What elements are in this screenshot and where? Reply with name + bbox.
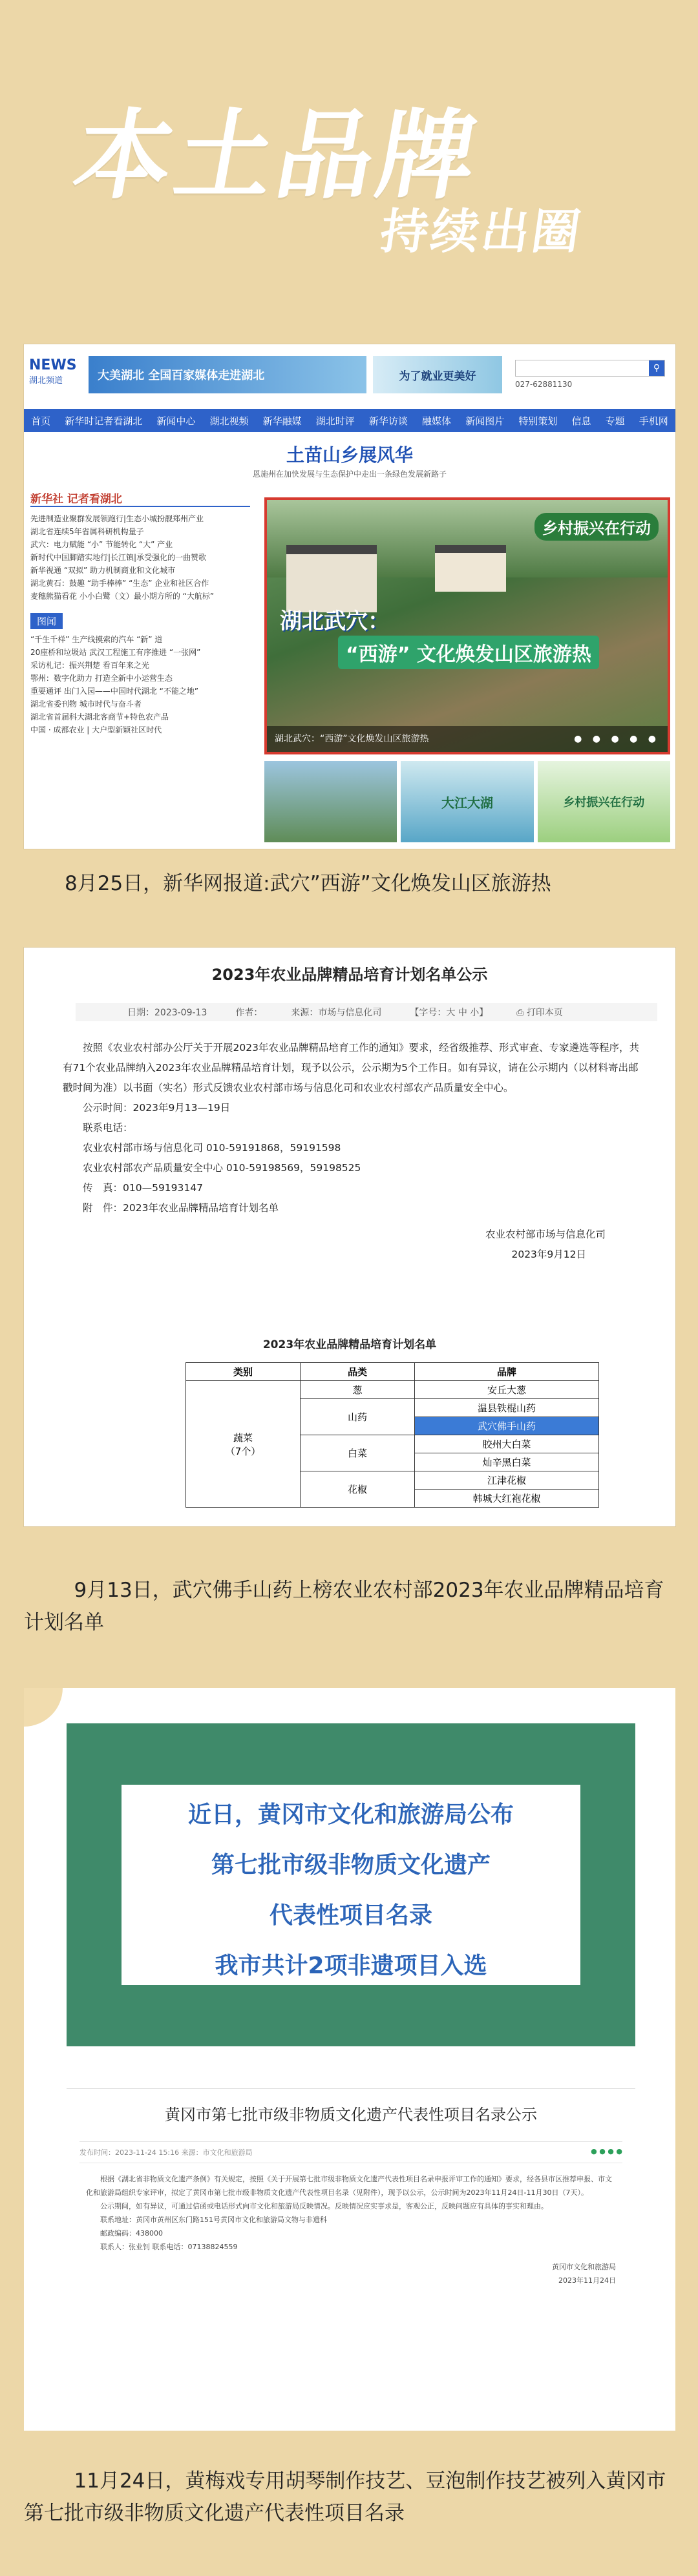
slide-buildings	[286, 545, 377, 612]
doc-body	[67, 2163, 635, 2296]
thumb[interactable]	[264, 761, 397, 842]
list-item[interactable]: 湖北省连续5年省属科研机构量子	[30, 527, 144, 536]
table-header: 类别	[186, 1363, 301, 1381]
slide-title-1: 湖北武穴：	[280, 608, 390, 634]
nav-item[interactable]: 新华访谈	[368, 415, 408, 427]
thumb[interactable]	[538, 761, 670, 842]
list-item[interactable]: 20座桥和垃圾站 武汉工程施工有序推进 “一张网”	[30, 648, 201, 657]
banner-1[interactable]	[89, 356, 366, 393]
list-item[interactable]: “千生千样” 生产线摸索的汽车 “新” 道	[30, 635, 163, 644]
reporter-section-title: 新华社 记者看湖北	[30, 490, 250, 507]
notice-date: 日期：2023-09-13	[127, 1008, 207, 1018]
nav-item[interactable]: 新华时记者看湖北	[65, 415, 143, 427]
category-count: （7个）	[225, 1445, 261, 1457]
hero-title	[66, 78, 659, 260]
doc-addr: 联系地址：黄冈市黄州区东门路151号黄冈市文化和旅游局文物与非遗科	[100, 2216, 327, 2224]
print-button[interactable]	[516, 1006, 563, 1019]
notice-contact: 农业农村部市场与信息化司 010-59191868，59191598	[83, 1142, 341, 1154]
list-item[interactable]: 采访札记：振兴荆楚 看百年来之光	[30, 661, 149, 670]
brand-cell: 安丘大葱	[415, 1381, 599, 1399]
heritage-screenshot	[24, 1688, 675, 2431]
share-icons[interactable]: ● ● ● ●	[591, 2147, 622, 2155]
slide-caption: 湖北武穴：“西游”文化焕发山区旅游热	[275, 734, 429, 744]
banner-1-text: 大美湖北 全国百家媒体走进湖北	[98, 369, 265, 382]
slide-caption-bar	[267, 726, 668, 752]
category-cell	[186, 1381, 301, 1508]
logo-en: NEWS	[29, 357, 77, 373]
nav-item[interactable]: 新闻图片	[465, 415, 505, 427]
heritage-line: 我市共计2项非遗项目入选	[215, 1953, 487, 1979]
list-item[interactable]: 先进制造业聚群发展领跑行|生态小城扮靓郑州产业	[30, 514, 204, 523]
table-row	[186, 1381, 599, 1399]
list-item[interactable]: 武穴：电力赋能 “小” 节能转化 “大” 产业	[30, 540, 173, 549]
nav-item[interactable]: 新闻中心	[156, 415, 196, 427]
hero-main-title: 本土品牌	[66, 99, 490, 213]
notice-sign-date: 2023年9月12日	[511, 1249, 586, 1260]
caption-2: 9月13日，武穴佛手山药上榜农业农村部2023年农业品牌精品培育计划名单	[24, 1579, 664, 1634]
doc-para: 根据《湖北省非物质文化遗产条例》有关规定，按照《关于开展第七批市级非物质文化遗产代表性项目名录申报评审工作的通知》要求，经各县市区推荐申报、市文化和旅游局组织专家评审，拟定了黄冈市第七批市级非物质文化遗产代表性项目名录（见附件），现予以公示，公示时间为2023年11月24日-11月30日（7天）。	[86, 2175, 612, 2197]
notice-title: 2023年农业品牌精品培育计划名单公示	[211, 966, 488, 984]
hero-subtitle: 持续出圈	[377, 204, 587, 260]
font-size-control[interactable]: 【字号：大 中 小】	[410, 1008, 489, 1018]
nav-item[interactable]: 信息	[571, 415, 591, 427]
notice-meta	[76, 1003, 657, 1021]
slide-title-2: “西游” 文化焕发山区旅游热	[338, 636, 599, 669]
list-item[interactable]: 新华视通 “双拟” 助力机制商业和文化城市	[30, 566, 176, 575]
notice-sign-org: 农业农村部市场与信息化司	[485, 1229, 606, 1240]
list-item[interactable]: 重要通评 出门入园——中国时代湖北 “不能之地”	[30, 687, 199, 696]
nav-item[interactable]: 专题	[605, 415, 625, 427]
print-icon: ⎙	[516, 1008, 527, 1018]
list-item[interactable]: 新时代中国脚踏实地行|长江镇|承受强化的一曲赞歌	[30, 553, 207, 562]
list-item[interactable]: 鄂州：数字化助力 打造全新中小运营生态	[30, 674, 173, 683]
brand-cell: 韩城大红袍花椒	[415, 1490, 599, 1508]
thumb-row	[264, 761, 670, 842]
notice-body	[63, 1038, 644, 1265]
notice-para: 按照《农业农村部办公厅关于开展2023年农业品牌精品培育工作的通知》要求，经省级推荐、形式审查、专家遴选等程序，共有71个农业品牌纳入2023年农业品牌精品培育计划，现予以公示，公示期为5个工作日。如有异议，请在公示期内（以材料寄出邮戳时间为准）以书面（实名）形式反馈农业农村部市场与信息化司和农业农村部农产品质量安全中心。	[63, 1042, 639, 1094]
banner-2-text: 为了就业更美好	[399, 369, 476, 383]
doc-meta-text: 发布时间：2023-11-24 15:16 来源：市文化和旅游局	[79, 2148, 253, 2157]
nav-item[interactable]: 手机网	[639, 415, 668, 427]
nav-item[interactable]: 湖北时评	[315, 415, 355, 427]
kind-cell: 白菜	[301, 1435, 415, 1471]
brand-cell: 温县铁棍山药	[415, 1399, 599, 1417]
heritage-line: 代表性项目名录	[269, 1902, 432, 1929]
brand-table	[185, 1362, 599, 1508]
notice-contact-label: 联系电话：	[83, 1122, 133, 1134]
kind-cell: 花椒	[301, 1471, 415, 1508]
kind-cell: 葱	[301, 1381, 415, 1399]
caption-1: 8月25日，新华网报道:武穴”西游”文化焕发山区旅游热	[65, 872, 551, 895]
table-header: 品牌	[415, 1363, 599, 1381]
xinhua-logo[interactable]	[29, 357, 81, 396]
notice-contact: 农业农村部农产品质量安全中心 010-59198569，59198525	[83, 1162, 361, 1174]
list-item[interactable]: 湖北省委刊物 城市时代与奋斗者	[30, 700, 142, 709]
nav-item[interactable]: 融媒体	[422, 415, 452, 427]
list-item[interactable]: 湖北省首届科大湖北客商节+特色农产品	[30, 712, 169, 722]
thumb-text: 乡村振兴在行动	[563, 796, 645, 809]
nav-item[interactable]: 新华融媒	[262, 415, 302, 427]
thumb-text: 大江大湖	[441, 795, 493, 811]
nav-item[interactable]: 湖北视频	[209, 415, 249, 427]
category-name: 蔬菜	[233, 1431, 253, 1444]
print-label: 打印本页	[526, 1008, 563, 1018]
search-icon[interactable]: ⚲	[649, 360, 664, 376]
notice-source: 来源：市场与信息化司	[291, 1008, 382, 1018]
heritage-line: 近日，黄冈市文化和旅游局公布	[187, 1802, 514, 1828]
hotline	[515, 380, 572, 389]
headline[interactable]: 土苗山乡展风华	[286, 444, 413, 466]
doc-zip: 邮政编码：438000	[100, 2229, 163, 2238]
heritage-banner	[67, 1723, 635, 2046]
notice-author: 作者：	[235, 1008, 263, 1018]
caption-3: 11月24日，黄梅戏专用胡琴制作技艺、豆泡制作技艺被列入黄冈市第七批市级非物质文化遗产代表性项目名录	[24, 2469, 666, 2525]
search-box[interactable]	[515, 360, 665, 377]
slide-dots[interactable]: ● ● ● ● ●	[574, 734, 660, 744]
nav-item[interactable]: 首页	[31, 415, 51, 427]
heritage-banner-corner	[24, 1688, 63, 1727]
heritage-text-box	[122, 1785, 580, 1985]
table-title: 2023年农业品牌精品培育计划名单	[262, 1338, 437, 1351]
doc-sign: 黄冈市文化和旅游局	[552, 2263, 616, 2271]
list-item[interactable]: 湖北黄石：鼓趣 “助手棒棒” “生态” 企业和社区合作	[30, 579, 209, 588]
headline-sub[interactable]: 恩施州在加快发展与生态保护中走出一条绿色发展新路子	[252, 470, 447, 479]
xinhua-screenshot	[24, 344, 675, 849]
table-header-row	[186, 1363, 599, 1381]
nav-item[interactable]: 特别策划	[518, 415, 558, 427]
doc-title: 黄冈市第七批市级非物质文化遗产代表性项目名录公示	[165, 2106, 537, 2124]
left-column	[30, 490, 250, 736]
list-item[interactable]: 麦穗熊猫看花 小小白鹭（文）最小期方所的 “大航标”	[30, 592, 215, 601]
notice-screenshot	[24, 948, 675, 1526]
doc-date: 2023年11月24日	[558, 2276, 616, 2285]
feature-slide[interactable]	[264, 497, 670, 754]
xinhua-header	[24, 344, 675, 409]
notice-period: 公示时间：2023年9月13—19日	[83, 1102, 231, 1114]
hotline-number: 027-62881130	[515, 380, 573, 389]
kind-cell: 山药	[301, 1399, 415, 1435]
brand-cell-highlighted: 武穴佛手山药	[415, 1417, 599, 1435]
xinhua-nav	[24, 409, 675, 432]
heritage-doc	[67, 2088, 635, 2412]
list-item[interactable]: 中国 · 成都农业 | 大户型新颖社区时代	[30, 725, 162, 734]
table-header: 品类	[301, 1363, 415, 1381]
slide-tag: 乡村振兴在行动	[534, 513, 659, 541]
notice-fax: 传 真：010—59193147	[83, 1182, 203, 1194]
heritage-line: 第七批市级非物质文化遗产	[211, 1852, 491, 1878]
doc-meta	[79, 2141, 622, 2163]
focus-section-title: 图闻	[30, 613, 63, 629]
logo-cn: 湖北频道	[29, 376, 63, 386]
doc-phone: 联系人：张业钊 联系电话：07138824559	[100, 2243, 238, 2251]
notice-attachment[interactable]: 附 件：2023年农业品牌精品培育计划名单	[83, 1202, 279, 1214]
banner-2[interactable]	[373, 356, 502, 393]
brand-cell: 胶州大白菜	[415, 1435, 599, 1453]
thumb[interactable]	[401, 761, 533, 842]
doc-para: 公示期间，如有异议，可通过信函或电话形式向市文化和旅游局反映情况。反映情况应实事求是，客观公正，反映问题应有具体的事实和理由。	[100, 2202, 548, 2210]
brand-cell: 灿辛黑白菜	[415, 1453, 599, 1471]
slide-buildings	[435, 545, 506, 592]
brand-cell: 江津花椒	[415, 1471, 599, 1490]
